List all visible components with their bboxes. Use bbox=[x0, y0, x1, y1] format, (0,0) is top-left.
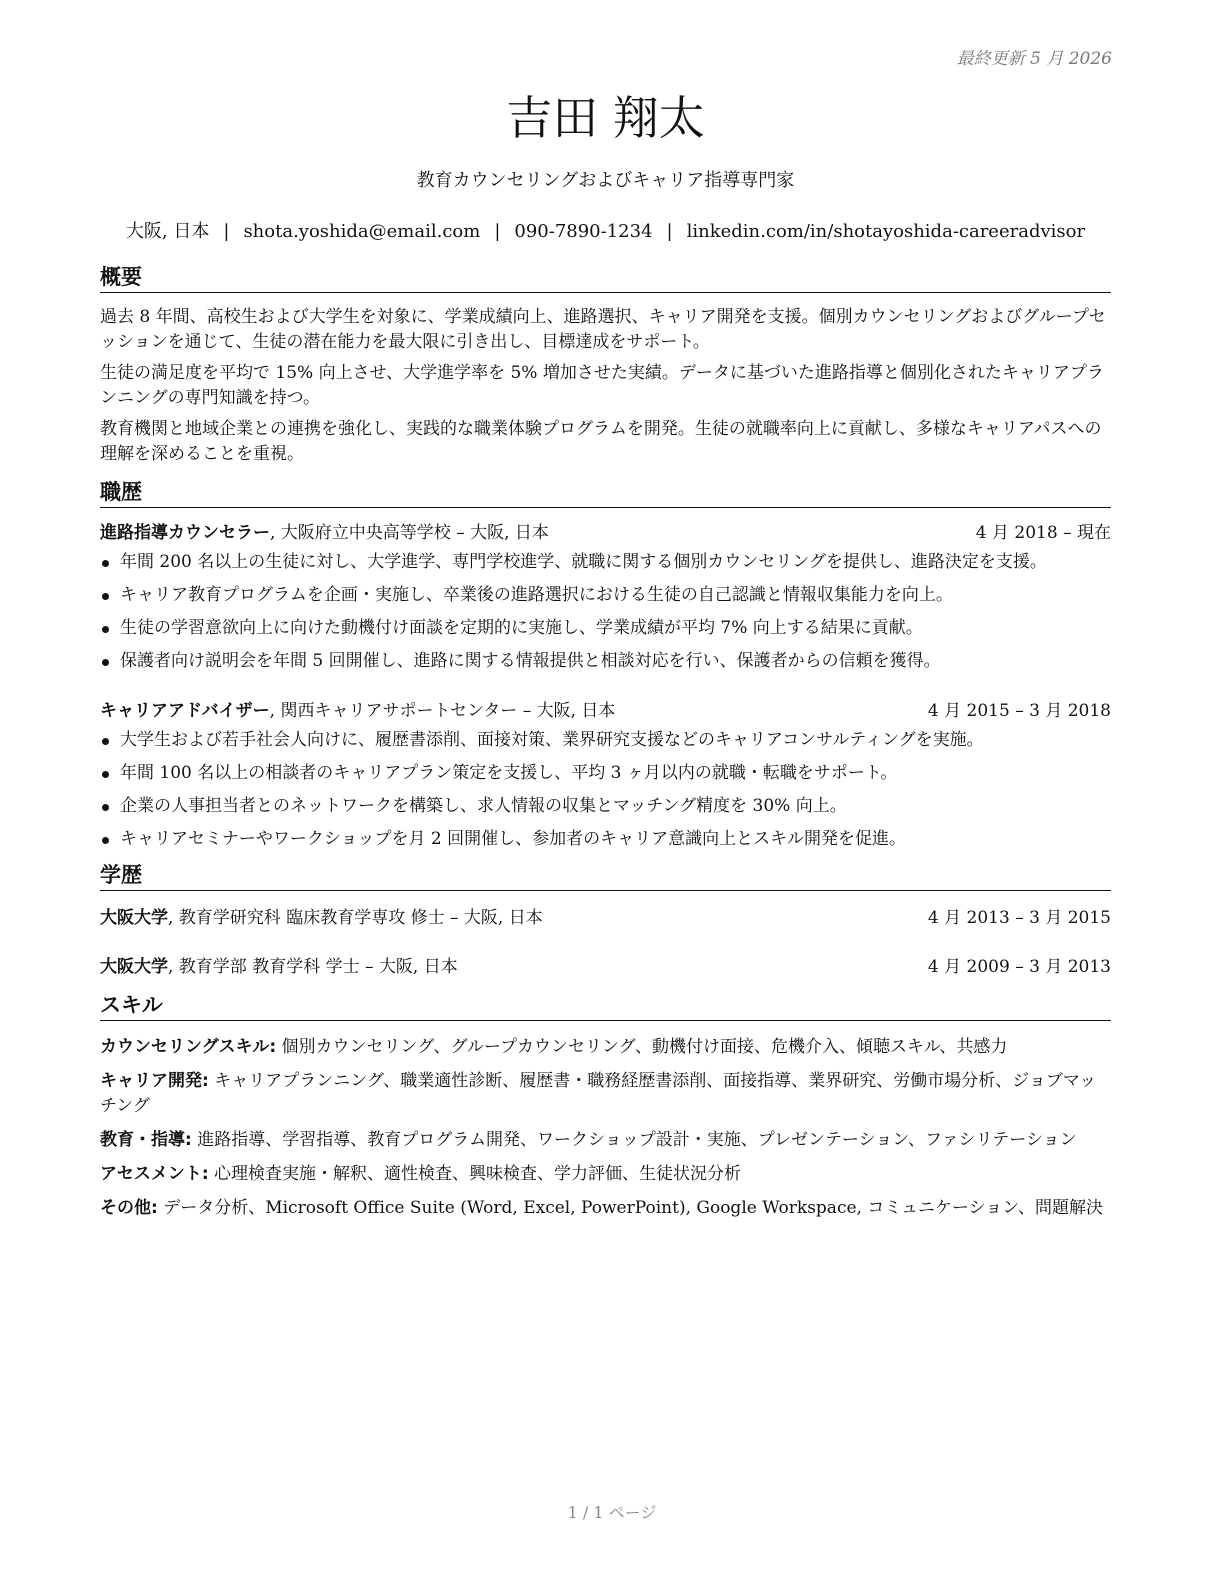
degree-detail: , 教育学研究科 臨床教育学専攻 修士 – 大阪, 日本 bbox=[168, 908, 543, 928]
job-header bbox=[100, 698, 1111, 724]
contact-separator: | bbox=[666, 221, 673, 242]
skill-value: 心理検査実施・解釈、適性検査、興味検査、学力評価、生徒状況分析 bbox=[208, 1164, 742, 1184]
education-entry bbox=[100, 905, 1111, 931]
skill-item bbox=[100, 1128, 1111, 1153]
bullet-text: 大学生および若手社会人向けに、履歴書添削、面接対策、業界研究支援などのキャリアコンサルティングを実施。 bbox=[120, 730, 984, 750]
skill-item bbox=[100, 1196, 1111, 1221]
bullet-icon bbox=[102, 738, 109, 745]
job-entry bbox=[100, 520, 1111, 674]
education-dates: 4 月 2013 – 3 月 2015 bbox=[927, 908, 1111, 928]
skill-item bbox=[100, 1162, 1111, 1187]
skill-label: アセスメント: bbox=[100, 1164, 209, 1184]
job-title: 進路指導カウンセラー bbox=[100, 523, 270, 543]
bullet-item bbox=[100, 649, 1111, 674]
contact-location: 大阪, 日本 bbox=[125, 221, 210, 242]
section-heading-experience: 職歴 bbox=[100, 477, 1111, 508]
page-indicator: 1 / 1 ページ bbox=[567, 1503, 657, 1522]
skill-item bbox=[100, 1035, 1111, 1060]
contact-phone[interactable]: 090-7890-1234 bbox=[514, 221, 653, 242]
summary-paragraph: 教育機関と地域企業との連携を強化し、実践的な職業体験プログラムを開発。生徒の就職率向上に貢献し、多様なキャリアパスへの理解を深めることを重視。 bbox=[100, 419, 1102, 464]
bullet-item bbox=[100, 728, 1111, 753]
bullet-text: キャリアセミナーやワークショップを月 2 回開催し、参加者のキャリア意識向上とスキル開発を促進。 bbox=[120, 829, 906, 849]
skills-section bbox=[100, 990, 1111, 1221]
job-bullets bbox=[100, 550, 1111, 674]
bullet-item bbox=[100, 550, 1111, 575]
contact-linkedin[interactable]: linkedin.com/in/shotayoshida-careeradvisor bbox=[686, 221, 1086, 242]
job-dates: 4 月 2015 – 3 月 2018 bbox=[927, 701, 1111, 721]
contact-separator: | bbox=[223, 221, 230, 242]
bullet-text: 生徒の学習意欲向上に向けた動機付け面談を定期的に実施し、学業成績が平均 7% 向上する結果に貢献。 bbox=[120, 618, 923, 638]
skill-value: 個別カウンセリング、グループカウンセリング、動機付け面接、危機介入、傾聴スキル、共感力 bbox=[276, 1037, 1008, 1057]
skill-label: 教育・指導: bbox=[100, 1130, 192, 1150]
contact-line bbox=[100, 219, 1111, 245]
bullet-icon bbox=[102, 771, 109, 778]
skill-value: 進路指導、学習指導、教育プログラム開発、ワークショップ設計・実施、プレゼンテーション、ファシリテーション bbox=[191, 1130, 1077, 1150]
skill-label: キャリア開発: bbox=[100, 1071, 209, 1091]
person-name: 吉田 翔太 bbox=[506, 91, 705, 145]
bullet-text: キャリア教育プログラムを企画・実施し、卒業後の進路選択における生徒の自己認識と情報収集能力を向上。 bbox=[120, 585, 953, 605]
education-entry bbox=[100, 954, 1111, 980]
summary-paragraph: 過去 8 年間、高校生および大学生を対象に、学業成績向上、進路選択、キャリア開発を支援。個別カウンセリングおよびグループセッションを通じて、生徒の潜在能力を最大限に引き出し、目標達成をサポート。 bbox=[100, 307, 1106, 352]
summary-paragraph: 生徒の満足度を平均で 15% 向上させ、大学進学率を 5% 増加させた実績。データに基づいた進路指導と個別化されたキャリアプランニングの専門知識を持つ。 bbox=[100, 363, 1104, 408]
education-section bbox=[100, 860, 1111, 980]
bullet-text: 保護者向け説明会を年間 5 回開催し、進路に関する情報提供と相談対応を行い、保護者からの信頼を獲得。 bbox=[120, 651, 941, 671]
contact-separator: | bbox=[494, 221, 501, 242]
bullet-item bbox=[100, 583, 1111, 608]
bullet-text: 企業の人事担当者とのネットワークを構築し、求人情報の収集とマッチング精度を 30% 向上。 bbox=[120, 796, 847, 816]
bullet-item bbox=[100, 794, 1111, 819]
bullet-icon bbox=[102, 626, 109, 633]
section-heading-education: 学歴 bbox=[100, 860, 1111, 891]
bullet-item bbox=[100, 616, 1111, 641]
job-organization: , 大阪府立中央高等学校 – 大阪, 日本 bbox=[270, 523, 549, 543]
bullet-text: 年間 100 名以上の相談者のキャリアプラン策定を支援し、平均 3 ヶ月以内の就職・転職をサポート。 bbox=[120, 763, 898, 783]
skill-value: データ分析、Microsoft Office Suite (Word, Excel, PowerPoint), Google Workspace, コミュニケーション、問題解決 bbox=[157, 1198, 1103, 1218]
resume-page bbox=[100, 84, 1111, 1221]
bullet-text: 年間 200 名以上の生徒に対し、大学進学、専門学校進学、就職に関する個別カウンセリングを提供し、進路決定を支援。 bbox=[120, 552, 1047, 572]
summary-section bbox=[100, 262, 1111, 467]
job-dates: 4 月 2018 – 現在 bbox=[975, 523, 1111, 543]
skill-label: カウンセリングスキル: bbox=[100, 1037, 277, 1057]
bullet-icon bbox=[102, 560, 109, 567]
school-name: 大阪大学 bbox=[100, 957, 168, 977]
skill-item bbox=[100, 1069, 1111, 1119]
job-header bbox=[100, 520, 1111, 546]
contact-email[interactable]: shota.yoshida@email.com bbox=[243, 221, 481, 242]
bullet-icon bbox=[102, 837, 109, 844]
job-title: キャリアアドバイザー bbox=[100, 701, 270, 721]
school-name: 大阪大学 bbox=[100, 908, 168, 928]
job-entry bbox=[100, 698, 1111, 852]
skill-label: その他: bbox=[100, 1198, 158, 1218]
section-heading-summary: 概要 bbox=[100, 262, 1111, 293]
bullet-item bbox=[100, 761, 1111, 786]
professional-title: 教育カウンセリングおよびキャリア指導専門家 bbox=[416, 170, 795, 191]
job-bullets bbox=[100, 728, 1111, 852]
bullet-item bbox=[100, 827, 1111, 852]
section-heading-skills: スキル bbox=[100, 990, 1111, 1021]
bullet-icon bbox=[102, 593, 109, 600]
last-updated: 最終更新 5 月 2026 bbox=[956, 49, 1112, 69]
job-organization: , 関西キャリアサポートセンター – 大阪, 日本 bbox=[269, 701, 616, 721]
bullet-icon bbox=[102, 659, 109, 666]
experience-section bbox=[100, 477, 1111, 852]
education-dates: 4 月 2009 – 3 月 2013 bbox=[927, 957, 1111, 977]
bullet-icon bbox=[102, 804, 109, 811]
degree-detail: , 教育学部 教育学科 学士 – 大阪, 日本 bbox=[168, 957, 458, 977]
skill-value: キャリアプランニング、職業適性診断、履歴書・職務経歴書添削、面接指導、業界研究、労働市場分析、ジョブマッチング bbox=[100, 1071, 1097, 1116]
